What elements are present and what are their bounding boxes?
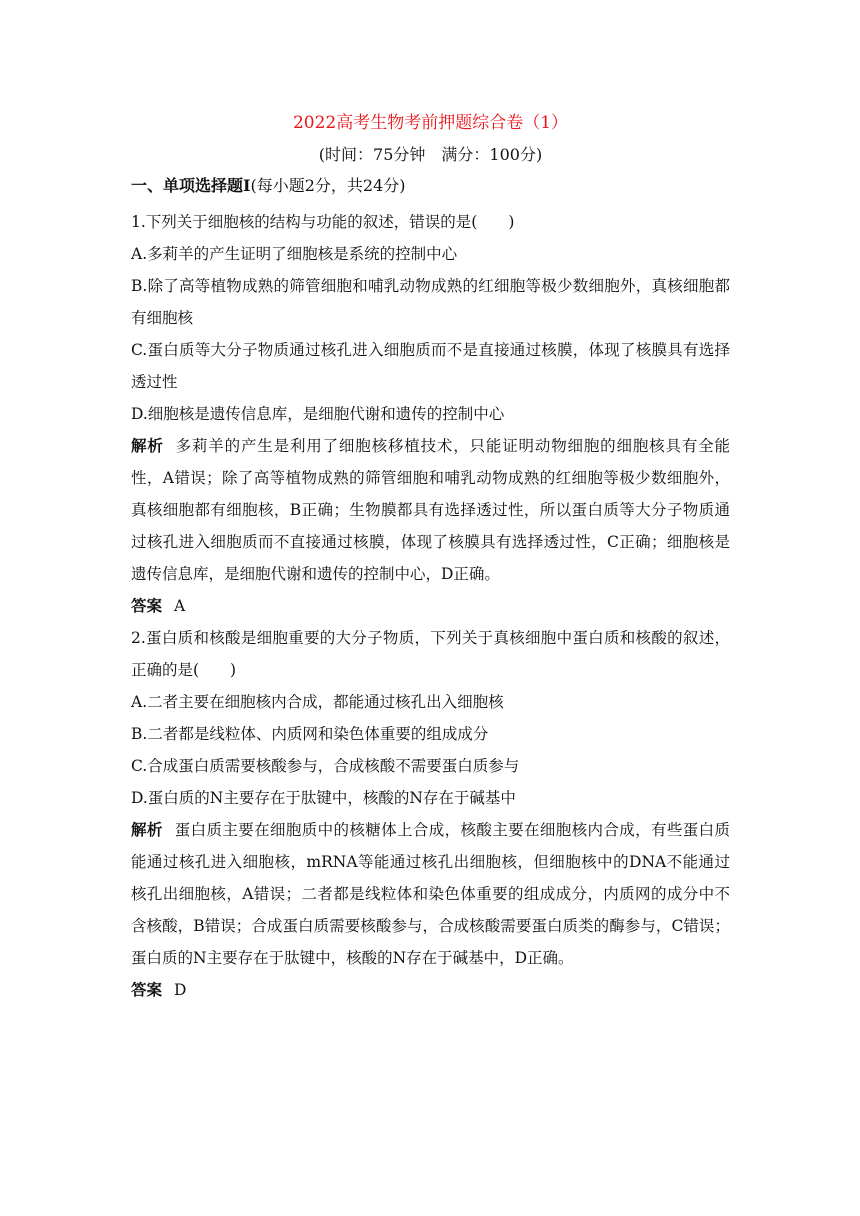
answer bbox=[131, 590, 730, 622]
answer bbox=[131, 974, 730, 1006]
analysis bbox=[131, 430, 730, 590]
option-d: D.蛋白质的N主要存在于肽键中，核酸的N存在于碱基中 bbox=[131, 789, 516, 807]
option-a: A.多莉羊的产生证明了细胞核是系统的控制中心 bbox=[131, 245, 458, 263]
analysis-label: 解析 bbox=[131, 820, 163, 839]
option-c: C.合成蛋白质需要核酸参与，合成核酸不需要蛋白质参与 bbox=[131, 757, 520, 775]
question-stem: 2.蛋白质和核酸是细胞重要的大分子物质，下列关于真核细胞中蛋白质和核酸的叙述，正确的是( ) bbox=[131, 629, 730, 679]
analysis-text: 蛋白质主要在细胞质中的核糖体上合成，核酸主要在细胞核内合成，有些蛋白质能通过核孔进入细胞核，mRNA等能通过核孔出细胞核，但细胞核中的DNA不能通过核孔出细胞核，A错误；二者都是线粒体和染色体重要的组成成分，内质网的成分中不含核酸，B错误；合成蛋白质需要核酸参与，合成核酸需要蛋白质类的酶参与，C错误；蛋白质的N主要存在于肽键中，核酸的N存在于碱基中，D正确。 bbox=[131, 821, 730, 967]
question-2 bbox=[131, 622, 730, 1006]
section-heading bbox=[131, 175, 730, 197]
exam-meta: (时间：75分钟 满分：100分) bbox=[318, 145, 543, 164]
section-title: 一、单项选择题Ⅰ bbox=[131, 176, 251, 195]
question-1 bbox=[131, 206, 730, 622]
document-page bbox=[131, 112, 730, 1006]
answer-value: A bbox=[174, 597, 186, 615]
option-b: B.除了高等植物成熟的筛管细胞和哺乳动物成熟的红细胞等极少数细胞外，真核细胞都有细胞核 bbox=[131, 277, 730, 327]
option-a: A.二者主要在细胞核内合成，都能通过核孔出入细胞核 bbox=[131, 693, 504, 711]
section-note: (每小题2分，共24分) bbox=[250, 176, 406, 195]
analysis bbox=[131, 814, 730, 974]
answer-label: 答案 bbox=[131, 596, 163, 615]
option-c: C.蛋白质等大分子物质通过核孔进入细胞质而不是直接通过核膜，体现了核膜具有选择透过性 bbox=[131, 341, 730, 391]
answer-label: 答案 bbox=[131, 980, 163, 999]
analysis-text: 多莉羊的产生是利用了细胞核移植技术，只能证明动物细胞的细胞核具有全能性，A错误；除了高等植物成熟的筛管细胞和哺乳动物成熟的红细胞等极少数细胞外，真核细胞都有细胞核，B正确；生物膜都具有选择透过性，所以蛋白质等大分子物质通过核孔进入细胞质而不直接通过核膜，体现了核膜具有选择透过性，C正确；细胞核是遗传信息库，是细胞代谢和遗传的控制中心，D正确。 bbox=[131, 437, 730, 583]
document-title: 2022高考生物考前押题综合卷（1） bbox=[292, 113, 569, 133]
answer-value: D bbox=[174, 981, 187, 999]
option-b: B.二者都是线粒体、内质网和染色体重要的组成成分 bbox=[131, 725, 489, 743]
option-d: D.细胞核是遗传信息库，是细胞代谢和遗传的控制中心 bbox=[131, 405, 505, 423]
question-stem: 1.下列关于细胞核的结构与功能的叙述，错误的是( ) bbox=[131, 213, 515, 231]
analysis-label: 解析 bbox=[131, 436, 164, 455]
